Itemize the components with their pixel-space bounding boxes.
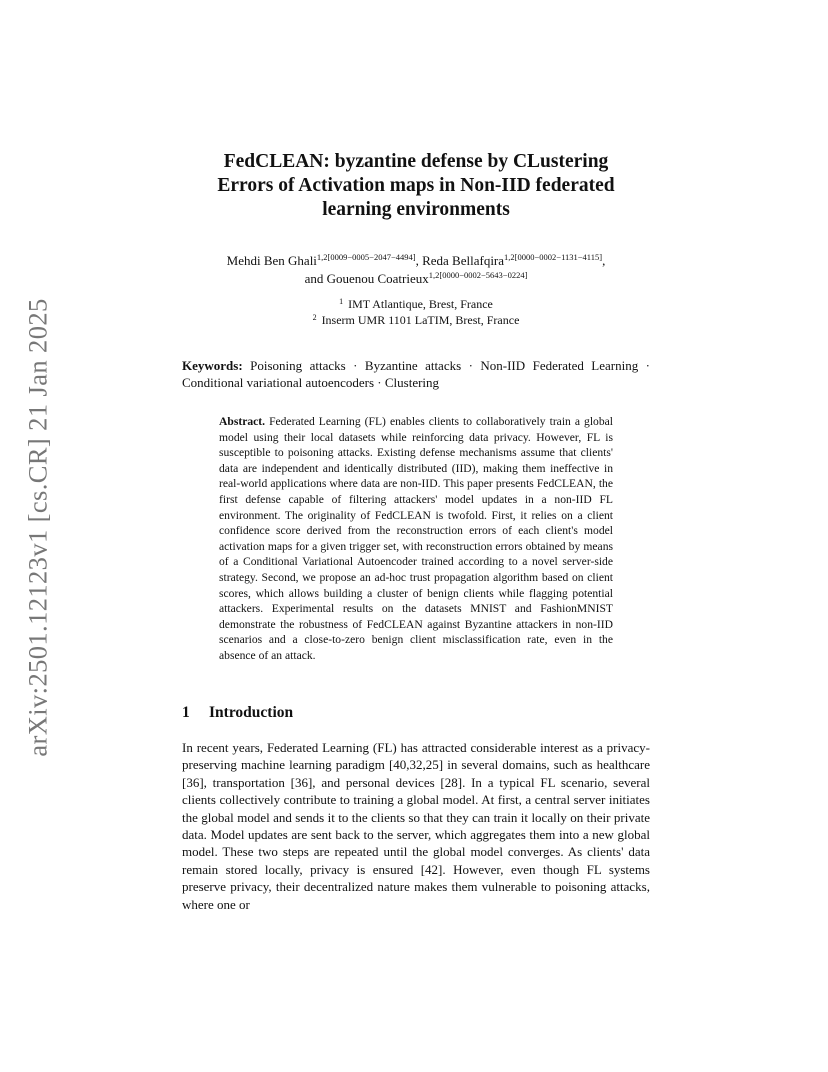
title-line-3: learning environments: [322, 199, 510, 220]
affiliation-2-mark: 2: [312, 313, 317, 322]
affiliation-2-text: Inserm UMR 1101 LaTIM, Brest, France: [321, 313, 520, 327]
abstract-label: Abstract.: [219, 415, 266, 428]
author-1-name: Mehdi Ben Ghali: [226, 253, 317, 268]
affiliation-2: [182, 312, 650, 328]
title-line-2: Errors of Activation maps in Non-IID federated: [217, 175, 615, 196]
keywords-block: [182, 357, 650, 391]
section-heading-introduction: [182, 704, 293, 722]
introduction-paragraph: In recent years, Federated Learning (FL) has attracted considerable interest as a privacy-preserving machine learning paradigm [40,32,25] in several domains, such as healthcare [36], transportation [36], and personal devices [28]. In a typical FL scenario, several clients collectively contribute to training a global model. At first, a central server initiates the global model and sends it to the clients so that they can train it locally on their private data. Model updates are sent back to the server, which aggregates them into a new global model. These two steps are repeated until the global model converges. As clients' data remain stored locally, privacy is ensured [42]. However, even though FL systems preserve privacy, their decentralized nature makes them vulnerable to poisoning attacks, where one or: [182, 740, 650, 912]
abstract-text: Federated Learning (FL) enables clients to collaboratively train a global model using their local datasets while reinforcing data privacy. However, FL is susceptible to poisoning attacks. Existing defense mechanisms assume that clients' data are independent and identically distributed (IID), making them ineffective in real-world applications where data are non-IID. This paper presents FedCLEAN, the first defense capable of filtering attackers' model updates in a non-IID FL environment. The originality of FedCLEAN is twofold. First, it relies on a client confidence score derived from the reconstruction errors of each client's model activation maps for a given trigger set, with reconstruction errors obtained by means of a Conditional Variational Autoencoder trained according to a novel server-side strategy. Second, we propose an ad-hoc trust propagation algorithm based on client scores, which allows building a cluster of benign clients while flagging potential attackers. Experimental results on the datasets MNIST and FashionMNIST demonstrate the robustness of FedCLEAN against Byzantine attackers in non-IID scenarios and a close-to-zero benign client misclassification rate, even in the absence of an attack.: [219, 415, 614, 662]
section-number: 1: [182, 704, 190, 721]
author-list: [182, 252, 650, 288]
author-3-affil-orcid: 1,2[0000−0002−5643−0224]: [428, 270, 528, 280]
arxiv-id-text: arXiv:2501.12123v1 [cs.CR] 21 Jan 2025: [22, 297, 53, 757]
affiliation-1-text: IMT Atlantique, Brest, France: [348, 297, 493, 311]
affiliations: [182, 296, 650, 328]
author-2-name: , Reda Bellafqira: [415, 253, 505, 268]
paper-title: [182, 150, 650, 222]
author-2-affil-orcid: 1,2[0000−0002−1131−4115]: [504, 252, 603, 262]
author-separator: ,: [602, 253, 606, 268]
author-1-affil-orcid: 1,2[0009−0005−2047−4494]: [316, 252, 416, 262]
title-line-1: FedCLEAN: byzantine defense by CLustering: [223, 151, 609, 172]
arxiv-identifier-stamp: [18, 292, 58, 762]
author-3-name: and Gouenou Coatrieux: [304, 271, 429, 286]
keywords-text: Poisoning attacks · Byzantine attacks · Non-IID Federated Learning · Conditional variational autoencoders · Clustering: [182, 358, 651, 390]
keywords-label: Keywords:: [182, 358, 243, 373]
section-title-text: Introduction: [209, 704, 294, 721]
affiliation-1: [182, 296, 650, 312]
abstract-block: [219, 414, 613, 664]
affiliation-1-mark: 1: [339, 297, 344, 306]
